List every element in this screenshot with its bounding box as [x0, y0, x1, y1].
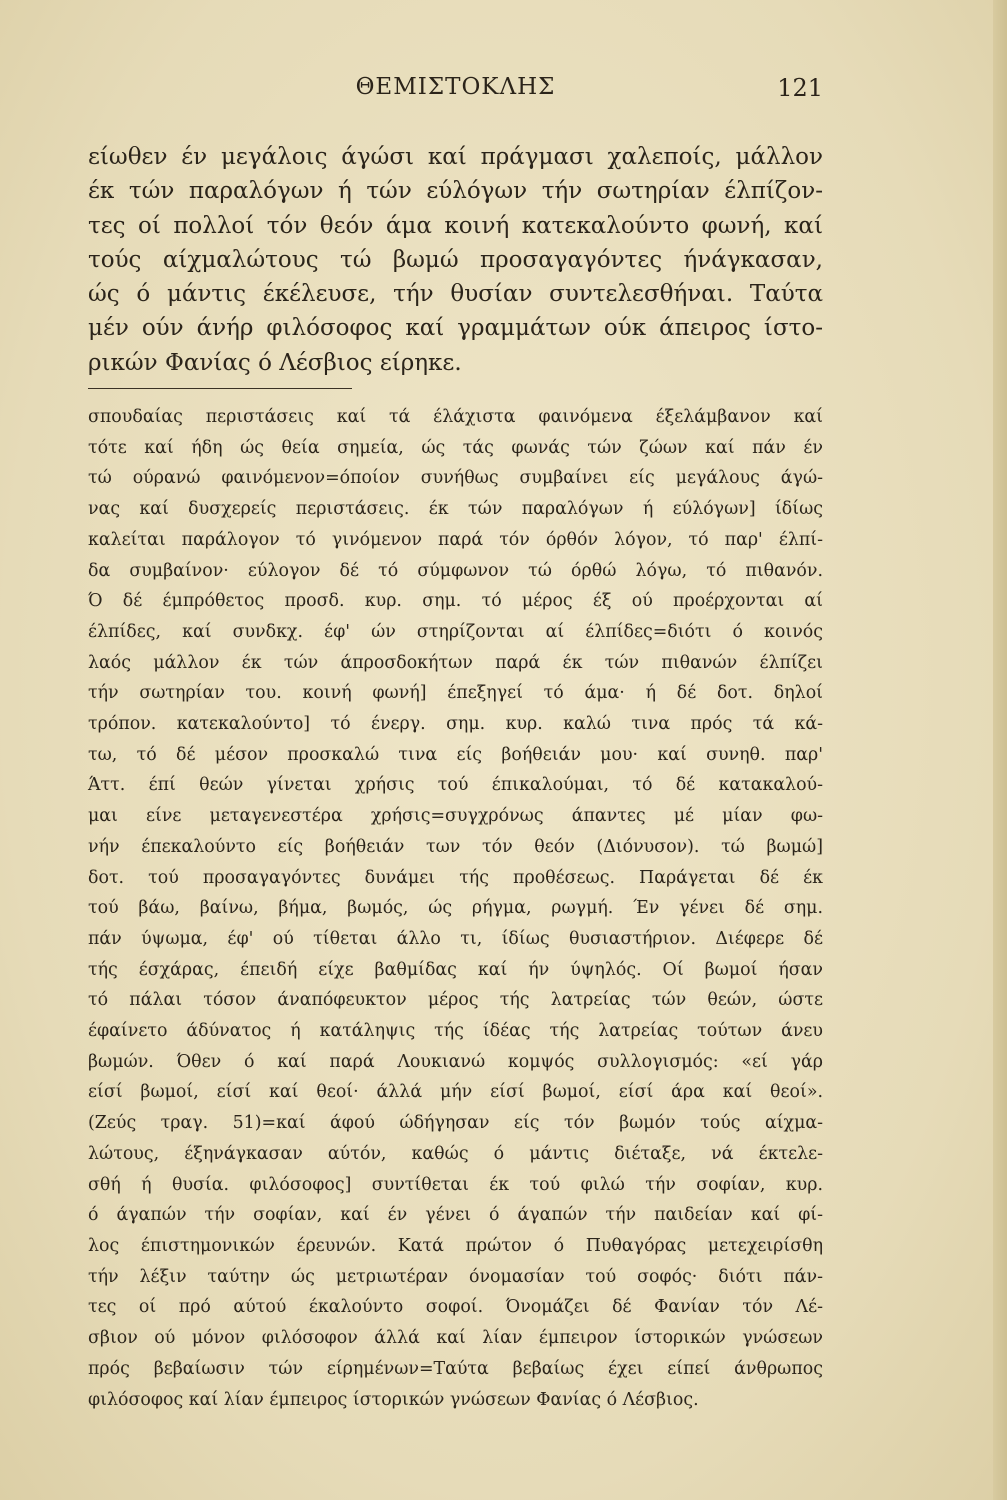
- footnote-line: Ό δέ έμπρόθετος προσδ. κυρ. σημ. τό μέρος έξ ού προέρχονται αί: [88, 591, 823, 612]
- footnote-line: φιλόσοφος καί λίαν έμπειρος ίστορικών γνώσεων Φανίας ό Λέσβιος.: [88, 1389, 699, 1410]
- text-line: είωθεν έν μεγάλοις άγώσι καί πράγμασι χαλεποίς, μάλλον: [88, 144, 823, 170]
- text-line: μέν ούν άνήρ φιλόσοφος καί γραμμάτων ούκ άπειρος ίστο-: [88, 315, 823, 342]
- footnote-line: τες οί πρό αύτού έκαλούντο σοφοί. Όνομάζει δέ Φανίαν τόν Λέ-: [88, 1297, 823, 1318]
- footnote-line: σθή ή θυσία. φιλόσοφος] συντίθεται έκ τού φιλώ τήν σοφίαν, κυρ.: [88, 1174, 823, 1195]
- running-title: ΘΕΜΙΣΤΟΚΛΗΣ: [355, 74, 556, 100]
- footnote-line: σβιον ού μόνον φιλόσοφον άλλά καί λίαν έμπειρον ίστορικών γνώσεων: [88, 1328, 823, 1349]
- footnote-line: τού βάω, βαίνω, βήμα, βωμός, ώς ρήγμα, ρωγμή. Έν γένει δέ σημ.: [88, 898, 823, 919]
- footnote-line: πάν ύψωμα, έφ' ού τίθεται άλλο τι, ίδίως θυσιαστήριον. Διέφερε δέ: [88, 928, 823, 949]
- page-edge: [993, 0, 1007, 1500]
- text-line: έκ τών παραλόγων ή τών εύλόγων τήν σωτηρίαν έλπίζον-: [88, 178, 823, 205]
- footnote-line: τότε καί ήδη ώς θεία σημεία, ώς τάς φωνάς τών ζώων καί πάν έν: [88, 437, 823, 458]
- footnote-line: Άττ. έπί θεών γίνεται χρήσις τού έπικαλούμαι, τό δέ κατακαλού-: [88, 775, 823, 796]
- footnote-line: τρόπον. κατεκαλούντο] τό ένεργ. σημ. κυρ. καλώ τινα πρός τά κά-: [88, 714, 823, 735]
- page-header: [88, 74, 823, 114]
- footnotes: [88, 402, 823, 1415]
- footnote-line: τω, τό δέ μέσον προσκαλώ τινα είς βοήθειάν μου· καί συνηθ. παρ': [88, 744, 823, 765]
- footnote-line: λώτους, έξηνάγκασαν αύτόν, καθώς ό μάντις διέταξε, νά έκτελε-: [88, 1143, 823, 1164]
- page-number: 121: [777, 74, 823, 102]
- footnote-rule: [88, 388, 352, 389]
- footnote-line: νας καί δυσχερείς περιστάσεις. έκ τών παραλόγων ή εύλόγων] ίδίως: [88, 499, 823, 520]
- footnote-line: λαός μάλλον έκ τών άπροσδοκήτων παρά έκ τών πιθανών έλπίζει: [88, 652, 823, 673]
- footnote-line: (Ζεύς τραγ. 51)=καί άφού ώδήγησαν είς τόν βωμόν τούς αίχμα-: [88, 1113, 823, 1134]
- footnote-line: τώ ούρανώ φαινόμενον=όποίον συνήθως συμβαίνει είς μεγάλους άγώ-: [88, 468, 823, 489]
- footnote-line: νήν έπεκαλούντο είς βοήθειάν των τόν θεόν (Διόνυσον). τώ βωμώ]: [88, 836, 823, 857]
- footnote-line: ό άγαπών τήν σοφίαν, καί έν γένει ό άγαπών τήν παιδείαν καί φί-: [88, 1205, 823, 1226]
- footnote-line: σπουδαίας περιστάσεις καί τά έλάχιστα φαινόμενα έξελάμβανον καί: [88, 407, 823, 427]
- text-line: τες οί πολλοί τόν θεόν άμα κοινή κατεκαλούντο φωνή, καί: [88, 212, 823, 239]
- footnote-line: τήν λέξιν ταύτην ώς μετριωτέραν όνομασίαν τού σοφός· διότι πάν-: [88, 1266, 823, 1287]
- footnote-line: λος έπιστημονικών έρευνών. Κατά πρώτον ό Πυθαγόρας μετεχειρίσθη: [88, 1235, 823, 1256]
- text-line: ρικών Φανίας ό Λέσβιος είρηκε.: [88, 349, 462, 376]
- footnote-line: πρός βεβαίωσιν τών είρημένων=Ταύτα βεβαίως έχει είπεί άνθρωπος: [88, 1358, 823, 1379]
- footnote-line: τό πάλαι τόσον άναπόφευκτον μέρος τής λατρείας τών θεών, ώστε: [88, 990, 823, 1011]
- footnote-line: τήν σωτηρίαν του. κοινή φωνή] έπεξηγεί τό άμα· ή δέ δοτ. δηλοί: [88, 683, 823, 704]
- text-line: τούς αίχμαλώτους τώ βωμώ προσαγαγόντες ήνάγκασαν,: [88, 246, 823, 273]
- footnote-line: δα συμβαίνον· εύλογον δέ τό σύμφωνον τώ όρθώ λόγω, τό πιθανόν.: [88, 560, 823, 581]
- footnote-line: είσί βωμοί, είσί καί θεοί· άλλά μήν είσί βωμοί, είσί άρα καί θεοί».: [88, 1082, 823, 1103]
- footnote-line: βωμών. Όθεν ό καί παρά Λουκιανώ κομψός συλλογισμός: «εί γάρ: [88, 1051, 823, 1072]
- main-text: [88, 140, 823, 380]
- footnote-line: μαι είνε μεταγενεστέρα χρήσις=συγχρόνως άπαντες μέ μίαν φω-: [88, 806, 823, 827]
- footnote-line: καλείται παράλογον τό γινόμενον παρά τόν όρθόν λόγον, τό παρ' έλπί-: [88, 529, 823, 550]
- footnote-line: έλπίδες, καί συνδκχ. έφ' ών στηρίζονται αί έλπίδες=διότι ό κοινός: [88, 621, 823, 642]
- footnote-line: δοτ. τού προσαγαγόντες δυνάμει τής προθέσεως. Παράγεται δέ έκ: [88, 867, 823, 888]
- text-line: ώς ό μάντις έκέλευσε, τήν θυσίαν συντελεσθήναι. Ταύτα: [88, 281, 823, 308]
- footnote-line: έφαίνετο άδύνατος ή κατάληψις τής ίδέας τής λατρείας τούτων άνευ: [88, 1021, 823, 1042]
- footnote-line: τής έσχάρας, έπειδή είχε βαθμίδας καί ήν ύψηλός. Οί βωμοί ήσαν: [88, 959, 823, 980]
